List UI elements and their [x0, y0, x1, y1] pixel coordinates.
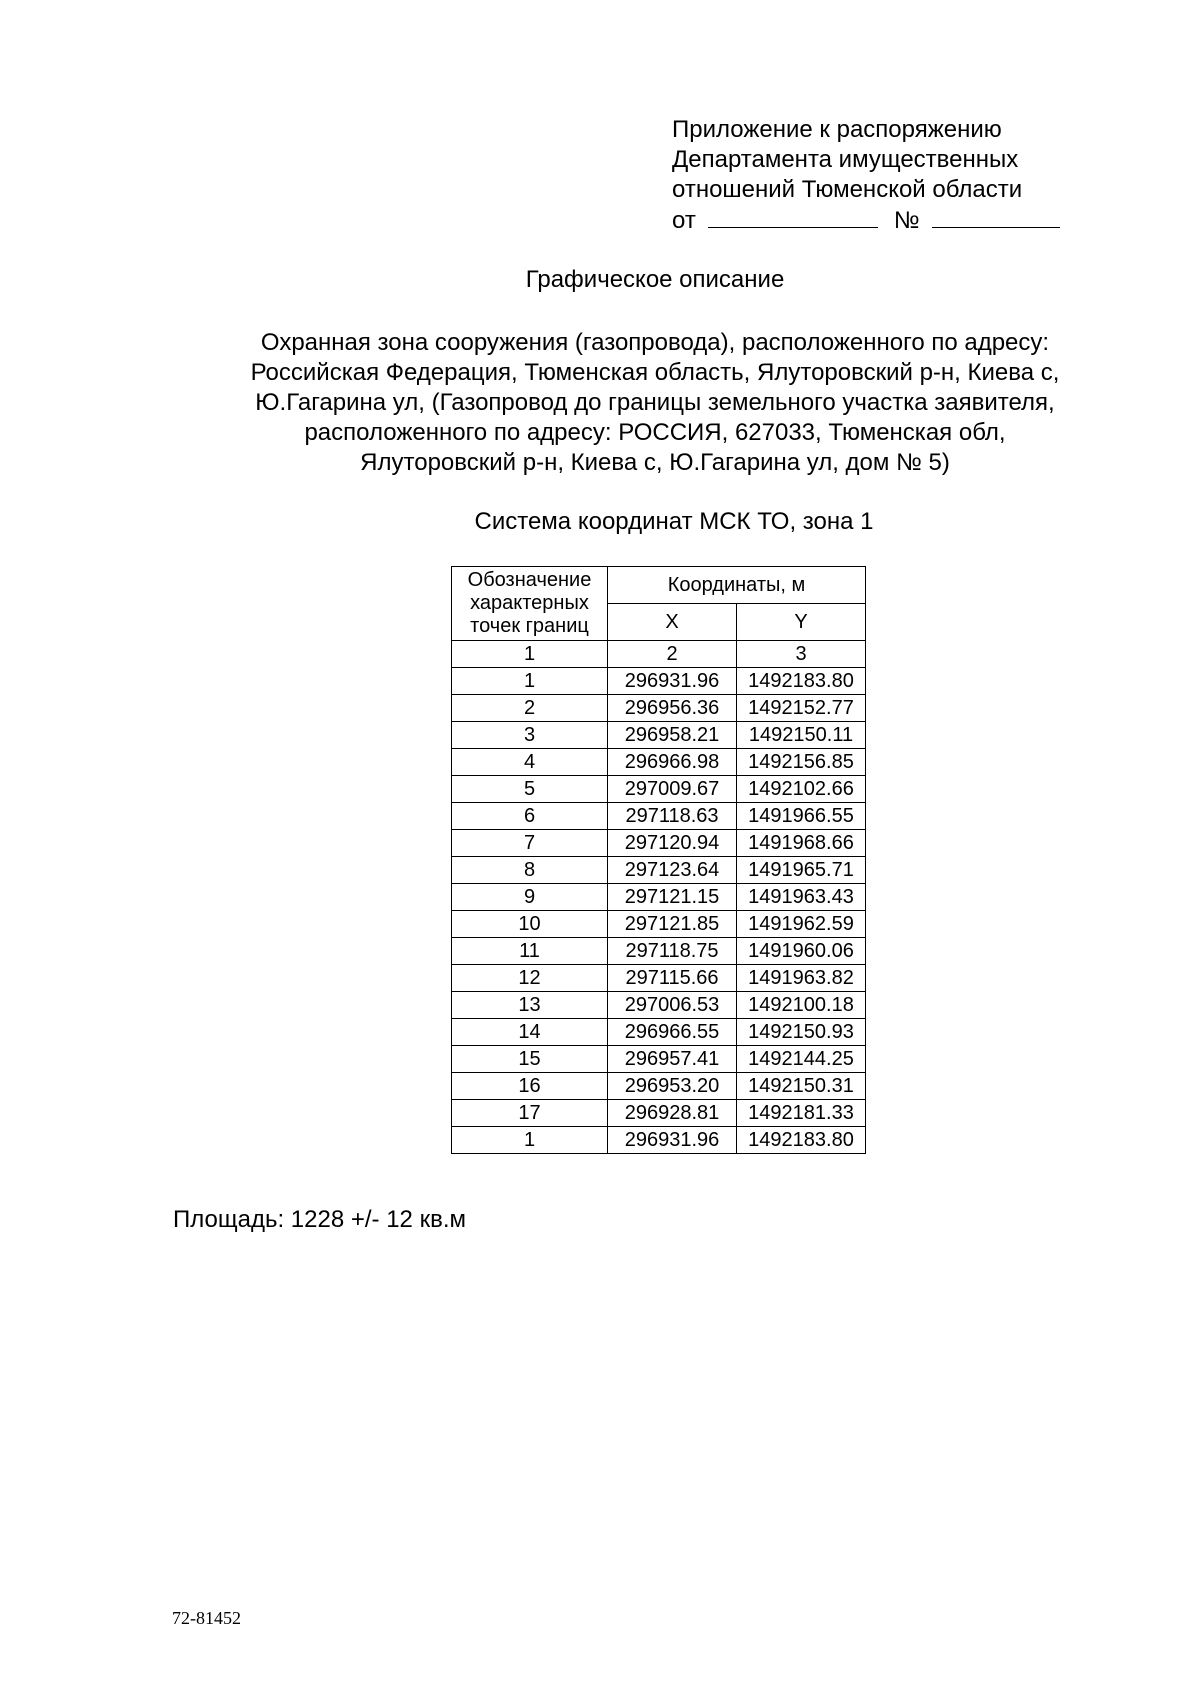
appendix-date-number-line: [672, 205, 1060, 236]
table-row: [452, 1019, 866, 1046]
coordinates-table-body: [452, 668, 866, 1154]
y-cell: 1491962.59: [737, 911, 866, 938]
table-row: [452, 938, 866, 965]
x-cell: 296931.96: [608, 1127, 737, 1154]
column-number-1: 1: [452, 641, 608, 668]
description-line-2: Российская Федерация, Тюменская область, Ялуторовский р-н, Киева с,: [250, 359, 1060, 386]
description-line-1: Охранная зона сооружения (газопровода), расположенного по адресу:: [260, 329, 1050, 356]
table-row: [452, 911, 866, 938]
header-y: Y: [737, 604, 866, 641]
point-cell: 13: [452, 992, 608, 1019]
point-cell: 17: [452, 1100, 608, 1127]
y-cell: 1491968.66: [737, 830, 866, 857]
appendix-line-2: Департамента имущественных: [672, 146, 1019, 173]
y-cell: 1491966.55: [737, 803, 866, 830]
table-row: [452, 749, 866, 776]
point-cell: 10: [452, 911, 608, 938]
table-row: [452, 776, 866, 803]
table-row: [452, 965, 866, 992]
table-row: [452, 803, 866, 830]
description-line-3: Ю.Гагарина ул, (Газопровод до границы земельного участка заявителя,: [255, 389, 1055, 416]
table-row: [452, 992, 866, 1019]
x-cell: 297009.67: [608, 776, 737, 803]
table-row: [452, 695, 866, 722]
x-cell: 297121.15: [608, 884, 737, 911]
table-row: [452, 857, 866, 884]
column-number-3: 3: [737, 641, 866, 668]
table-row: [452, 830, 866, 857]
description-line-4: расположенного по адресу: РОССИЯ, 627033, Тюменская обл,: [304, 419, 1006, 446]
number-label: №: [893, 207, 920, 234]
table-row: [452, 1127, 866, 1154]
point-cell: 5: [452, 776, 608, 803]
point-cell: 2: [452, 695, 608, 722]
y-cell: 1492183.80: [737, 668, 866, 695]
point-cell: 11: [452, 938, 608, 965]
point-cell: 4: [452, 749, 608, 776]
y-cell: 1492100.18: [737, 992, 866, 1019]
y-cell: 1492152.77: [737, 695, 866, 722]
x-cell: 297115.66: [608, 965, 737, 992]
x-cell: 296957.41: [608, 1046, 737, 1073]
x-cell: 296966.98: [608, 749, 737, 776]
x-cell: 297123.64: [608, 857, 737, 884]
y-cell: 1492144.25: [737, 1046, 866, 1073]
y-cell: 1492181.33: [737, 1100, 866, 1127]
x-cell: 297118.75: [608, 938, 737, 965]
point-cell: 8: [452, 857, 608, 884]
area-value: Площадь: 1228 +/- 12 кв.м: [173, 1206, 466, 1233]
from-label: от: [672, 207, 696, 234]
point-cell: 1: [452, 668, 608, 695]
x-cell: 297118.63: [608, 803, 737, 830]
y-cell: 1492183.80: [737, 1127, 866, 1154]
point-cell: 7: [452, 830, 608, 857]
x-cell: 296956.36: [608, 695, 737, 722]
coordinate-system: Система координат МСК ТО, зона 1: [474, 508, 874, 535]
x-cell: 296958.21: [608, 722, 737, 749]
table-row: [452, 1100, 866, 1127]
point-cell: 3: [452, 722, 608, 749]
document-number: 72-81452: [172, 1608, 241, 1628]
point-cell: 12: [452, 965, 608, 992]
appendix-line-1: Приложение к распоряжению: [672, 116, 1002, 143]
x-cell: 296953.20: [608, 1073, 737, 1100]
table-row: [452, 722, 866, 749]
header-x: X: [608, 604, 737, 641]
y-cell: 1492102.66: [737, 776, 866, 803]
appendix-header: [672, 115, 1060, 236]
date-blank: [708, 205, 878, 228]
column-number-2: 2: [608, 641, 737, 668]
document-title: Графическое описание: [525, 266, 785, 293]
x-cell: 296966.55: [608, 1019, 737, 1046]
y-cell: 1491963.43: [737, 884, 866, 911]
x-cell: 297120.94: [608, 830, 737, 857]
point-cell: 14: [452, 1019, 608, 1046]
table-row: [452, 1073, 866, 1100]
point-cell: 16: [452, 1073, 608, 1100]
y-cell: 1492150.11: [737, 722, 866, 749]
point-cell: 1: [452, 1127, 608, 1154]
table-row: [452, 668, 866, 695]
x-cell: 297121.85: [608, 911, 737, 938]
table-row: [452, 884, 866, 911]
coordinates-table: [451, 566, 866, 1154]
y-cell: 1492156.85: [737, 749, 866, 776]
y-cell: 1491965.71: [737, 857, 866, 884]
number-blank: [932, 205, 1060, 228]
y-cell: 1491963.82: [737, 965, 866, 992]
point-cell: 15: [452, 1046, 608, 1073]
x-cell: 296928.81: [608, 1100, 737, 1127]
y-cell: 1492150.31: [737, 1073, 866, 1100]
x-cell: 297006.53: [608, 992, 737, 1019]
table-row: [452, 1046, 866, 1073]
description-line-5: Ялуторовский р-н, Киева с, Ю.Гагарина ул, дом № 5): [360, 449, 950, 476]
y-cell: 1491960.06: [737, 938, 866, 965]
x-cell: 296931.96: [608, 668, 737, 695]
point-cell: 6: [452, 803, 608, 830]
header-coordinates: Координаты, м: [608, 567, 866, 604]
header-point-designation: Обозначение характерных точек границ: [452, 567, 608, 641]
point-cell: 9: [452, 884, 608, 911]
object-description: [160, 328, 1150, 478]
y-cell: 1492150.93: [737, 1019, 866, 1046]
appendix-line-3: отношений Тюменской области: [672, 176, 1023, 203]
